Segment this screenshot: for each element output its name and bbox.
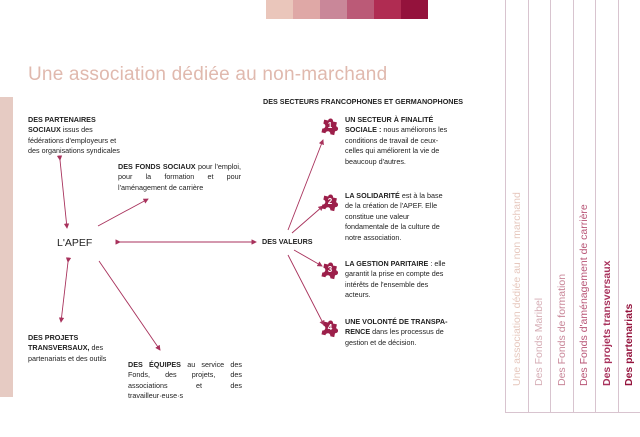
value-text: dans les processus de gestion et de décision. <box>345 327 444 347</box>
chapter-tab-label: Des Fonds d'aménagement de carrière <box>578 204 591 386</box>
block-partenaires-text: issus des fédérations d'employeurs et des organisations syndicales <box>28 125 120 156</box>
arrow-valeurs-1 <box>288 140 323 230</box>
chapter-tab[interactable] <box>573 0 597 413</box>
chapter-tab[interactable] <box>595 0 619 413</box>
value-number: 2 <box>327 197 333 206</box>
value-text: : elle garantit la prise en compte des intérêts de l'ensemble des acteurs. <box>345 259 446 300</box>
block-partenaires-title: DES PARTENAIRES SOCIAUX <box>28 115 96 135</box>
value-number: 4 <box>327 323 333 332</box>
block-fonds-title: DES FONDS SOCIAUX <box>118 162 196 171</box>
value-number: 3 <box>327 265 333 274</box>
value-item <box>345 115 452 167</box>
block-equipes-title: DES ÉQUIPES <box>128 360 181 369</box>
arrow-apef-partenaires <box>60 160 67 228</box>
chapter-tab-label: Une association dédiée au non marchand <box>510 192 523 386</box>
block-equipes <box>128 360 242 402</box>
block-projets-text: des partenariats et des outils <box>28 343 107 363</box>
value-item <box>345 191 452 243</box>
block-projets <box>28 333 128 364</box>
value-text: est à la base de la création de l'APEF. Elle constitue une valeur fondamentale de la culture de notre association. <box>345 191 443 242</box>
arrow-apef-fonds <box>98 199 148 226</box>
chapter-tab[interactable] <box>528 0 552 413</box>
arrow-valeurs-2 <box>292 206 323 233</box>
puzzle-icon <box>320 192 340 212</box>
puzzle-icon <box>320 116 340 136</box>
block-equipes-text: au service des Fonds, des projets, des associations et des travailleur·euse·s <box>128 360 243 401</box>
value-item <box>345 259 452 301</box>
section-header: DES SECTEURS FRANCOPHONES ET GERMANOPHONES <box>263 97 464 106</box>
value-title: UN SECTEUR À FINALITÉ SOCIALE : <box>345 115 434 135</box>
chapter-tab[interactable] <box>505 0 529 413</box>
value-title: UNE VOLONTÉ DE TRANSPARENCE <box>345 317 448 337</box>
block-fonds-text: pour l'emploi, pour la formation et pour l'aménagement de carrière <box>118 162 241 192</box>
value-number: 1 <box>327 121 333 130</box>
center-apef: L'APEF <box>57 237 93 249</box>
value-item <box>345 317 452 348</box>
chapter-tabs <box>505 0 640 437</box>
block-projets-title: DES PROJETS TRANSVERSAUX, <box>28 333 90 353</box>
arrow-valeurs-3 <box>294 250 322 266</box>
page-title: Une association dédiée au non-marchand <box>28 64 388 85</box>
value-text: nous améliorons les conditions de travail de ceux-celles qui améliorent la vie de beaucoup d'autres. <box>345 125 448 166</box>
block-fonds <box>118 162 241 193</box>
value-title: LA SOLIDARITÉ <box>345 191 400 200</box>
chapter-tab[interactable] <box>550 0 574 413</box>
chapter-tab-label: Des partenariats <box>623 303 636 386</box>
chapter-tab-label: Des Fonds de formation <box>555 273 568 386</box>
chapter-tab-label: Des projets transversaux <box>600 260 613 386</box>
arrow-apef-projets <box>61 262 68 322</box>
puzzle-icon <box>320 318 340 338</box>
valeurs-label: DES VALEURS <box>262 237 313 246</box>
puzzle-icon <box>320 260 340 280</box>
value-title: LA GESTION PARITAIRE <box>345 259 429 268</box>
arrow-valeurs-4 <box>288 255 324 325</box>
block-partenaires <box>28 115 124 157</box>
chapter-tab-label: Des Fonds Maribel <box>533 297 546 386</box>
chapter-tab[interactable] <box>618 0 640 413</box>
